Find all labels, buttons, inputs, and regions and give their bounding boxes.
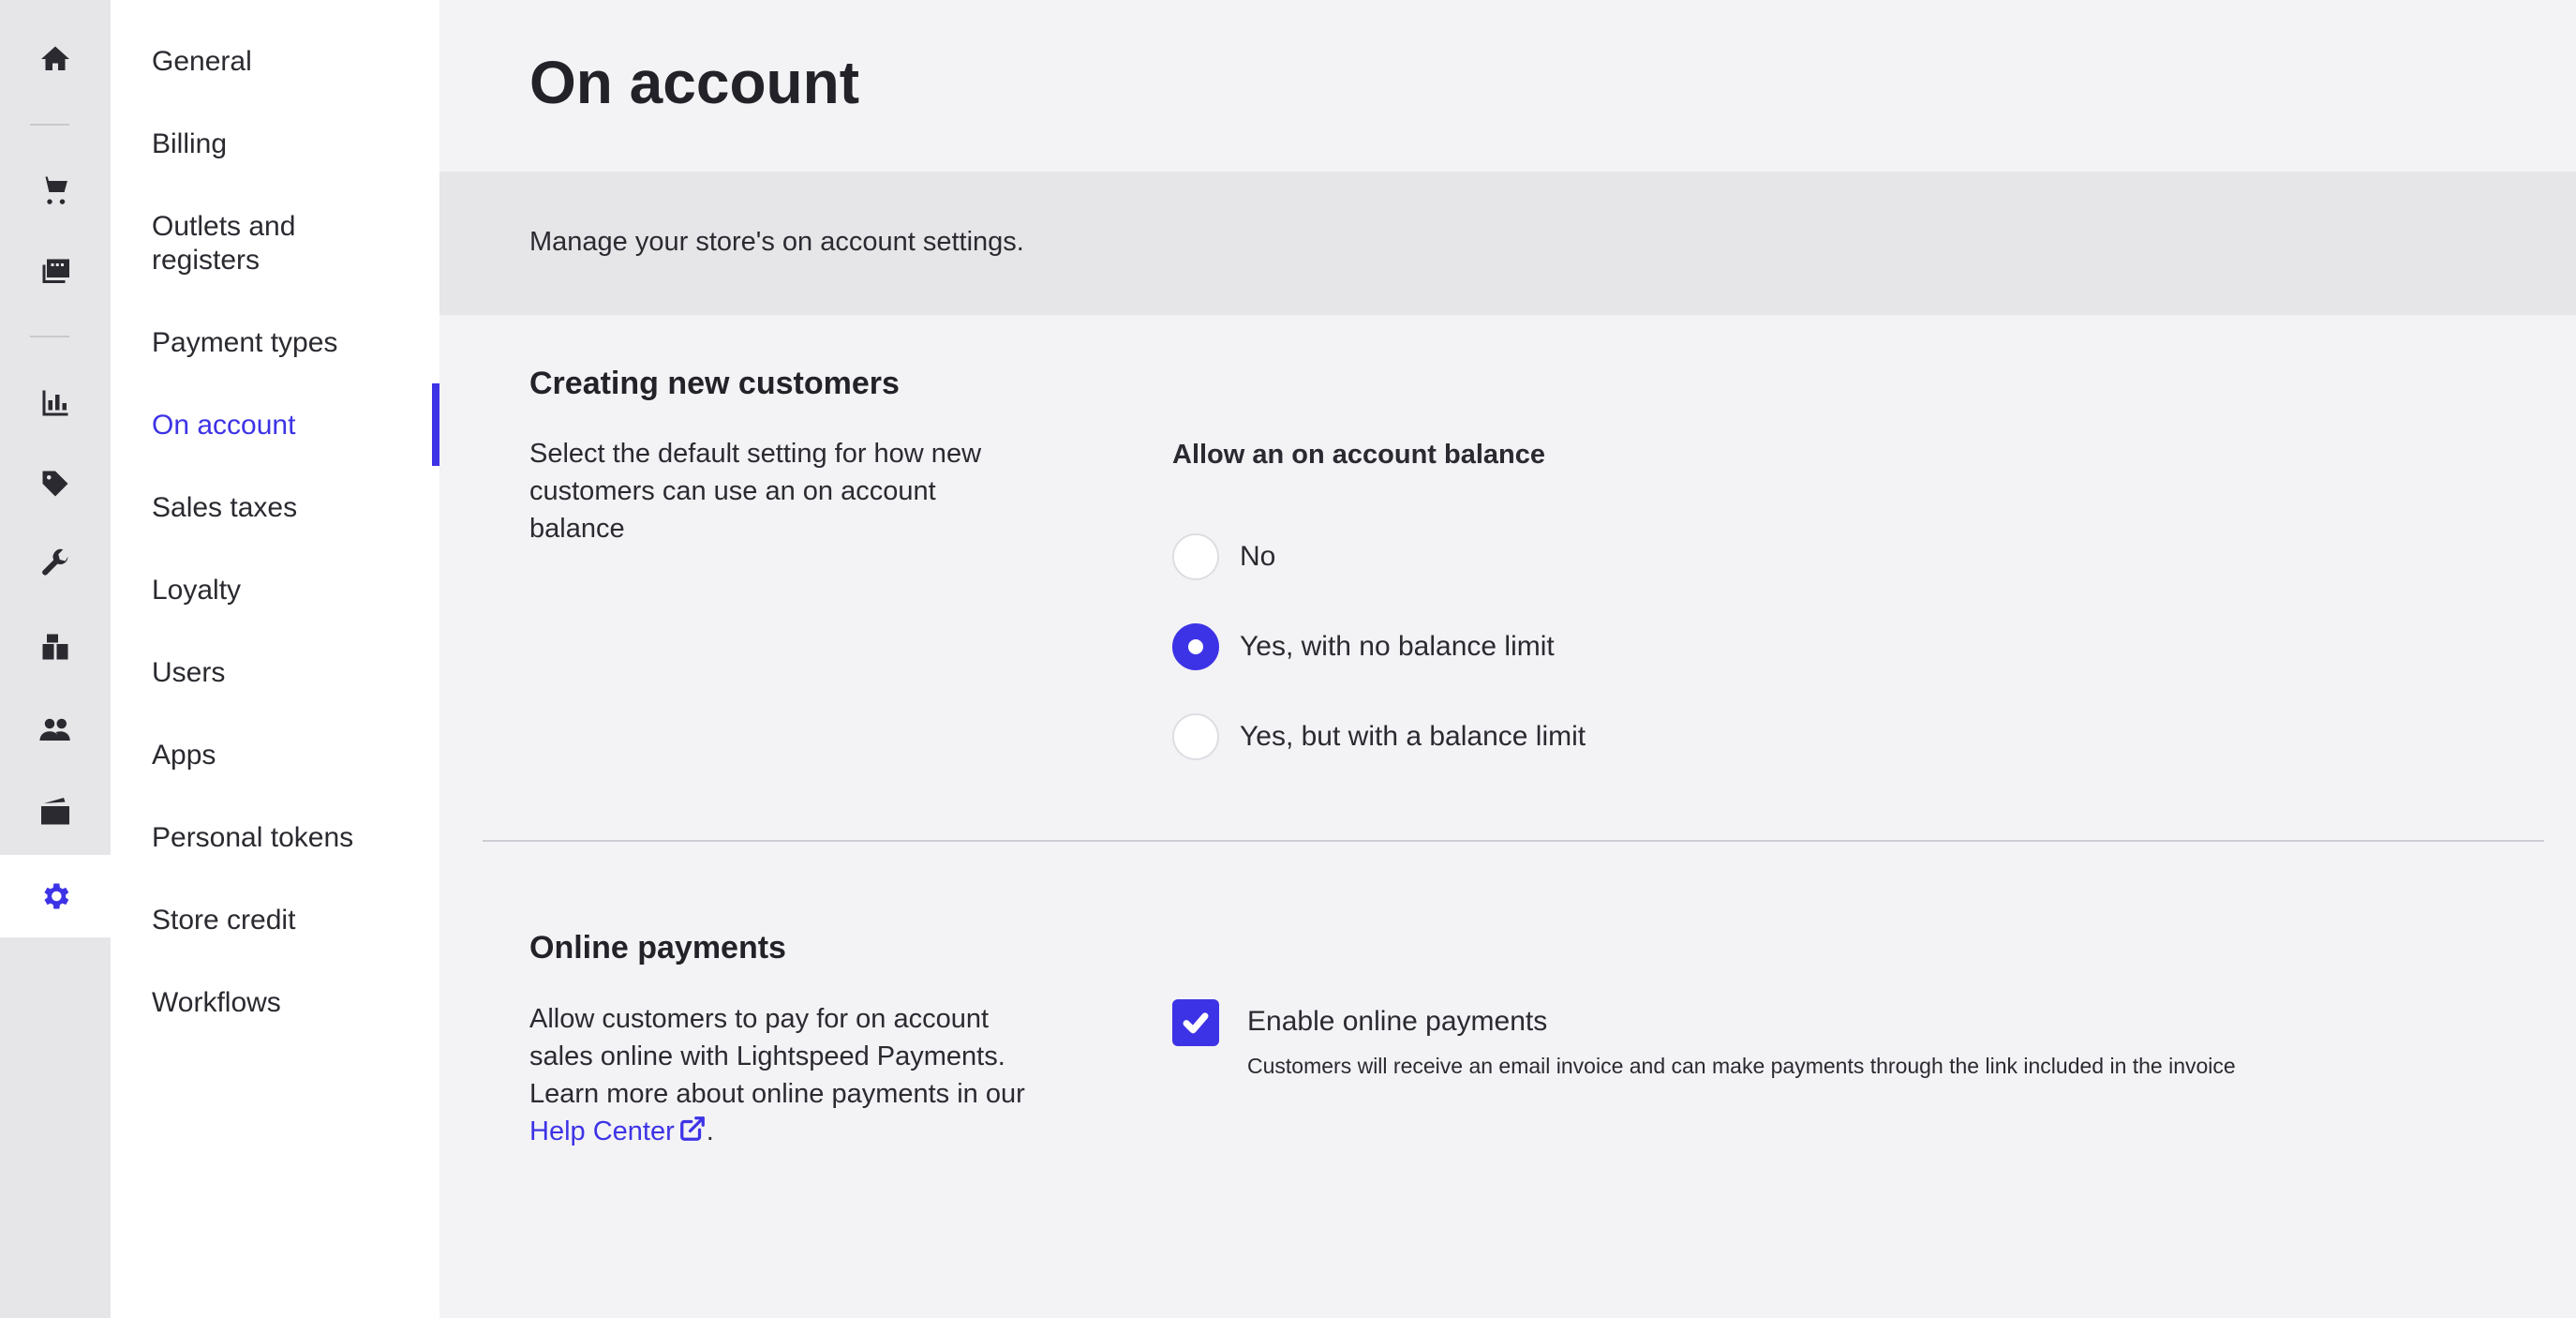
- help-center-link[interactable]: [529, 1116, 707, 1146]
- inventory-icon[interactable]: [0, 606, 111, 688]
- ecommerce-icon[interactable]: [0, 771, 111, 853]
- help-center-link-label: Help Center: [529, 1116, 675, 1146]
- nav-item-workflows[interactable]: Workflows: [152, 987, 281, 1018]
- balance-field-label: Allow an on account balance: [1172, 440, 1546, 470]
- reports-icon[interactable]: [0, 362, 111, 444]
- radio-button[interactable]: [1172, 713, 1219, 760]
- nav-item-personal-tokens[interactable]: Personal tokens: [152, 822, 354, 853]
- page-title: On account: [529, 49, 860, 116]
- nav-item-general[interactable]: General: [152, 46, 252, 77]
- description-suffix: .: [706, 1116, 714, 1146]
- radio-button-selected[interactable]: [1172, 623, 1219, 670]
- description-text: Allow customers to pay for on account sales online with Lightspeed Payments. Learn more about online payments in our: [529, 1004, 1025, 1109]
- enable-online-payments-checkbox[interactable]: [1172, 999, 1219, 1046]
- home-icon[interactable]: [0, 18, 111, 100]
- banner-text: Manage your store's on account settings.: [529, 227, 1024, 257]
- section-title-online-payments: Online payments: [529, 930, 786, 966]
- radio-label: Yes, with no balance limit: [1240, 631, 1555, 662]
- tag-icon[interactable]: [0, 442, 111, 525]
- wrench-icon[interactable]: [0, 523, 111, 606]
- rail-divider: [30, 336, 69, 337]
- checkmark-icon: [1180, 1007, 1212, 1039]
- external-link-icon: [678, 1115, 707, 1153]
- radio-button[interactable]: [1172, 533, 1219, 580]
- cart-icon[interactable]: [0, 148, 111, 231]
- nav-item-apps[interactable]: Apps: [152, 740, 216, 771]
- section-divider: [483, 840, 2544, 842]
- enable-online-payments-help: Customers will receive an email invoice and can make payments through the link included in the invoice: [1247, 1054, 2236, 1078]
- section-description-online-payments: [529, 1000, 1035, 1153]
- radio-option-no-balance-limit[interactable]: [1172, 622, 1555, 671]
- nav-item-payment-types[interactable]: Payment types: [152, 327, 338, 358]
- nav-item-loyalty[interactable]: Loyalty: [152, 575, 242, 606]
- settings-nav: [111, 0, 439, 1318]
- nav-item-users[interactable]: Users: [152, 657, 226, 688]
- main-content: [439, 0, 2576, 1318]
- nav-item-outlets-and-registers[interactable]: Outlets and registers: [152, 211, 296, 276]
- nav-item-store-credit[interactable]: Store credit: [152, 905, 296, 936]
- gear-icon[interactable]: [0, 855, 111, 937]
- nav-item-sales-taxes[interactable]: Sales taxes: [152, 492, 298, 523]
- section-description-creating-customers: Select the default setting for how new customers can use an on account balance: [529, 439, 982, 544]
- section-title-creating-customers: Creating new customers: [529, 366, 900, 401]
- radio-dot: [1188, 639, 1203, 654]
- radio-option-no[interactable]: [1172, 532, 1275, 581]
- radio-label: Yes, but with a balance limit: [1240, 721, 1586, 752]
- rail-divider: [30, 124, 69, 126]
- nav-item-billing[interactable]: Billing: [152, 128, 228, 159]
- icon-rail: [0, 0, 111, 1318]
- nav-item-on-account[interactable]: On account: [152, 410, 296, 441]
- enable-online-payments-label: Enable online payments: [1247, 1006, 1548, 1037]
- register-icon[interactable]: [0, 231, 111, 313]
- customers-icon[interactable]: [0, 688, 111, 771]
- radio-label: No: [1240, 541, 1276, 572]
- radio-option-balance-limit[interactable]: [1172, 712, 1586, 761]
- active-nav-indicator: [432, 383, 439, 466]
- description-banner: [439, 172, 2576, 315]
